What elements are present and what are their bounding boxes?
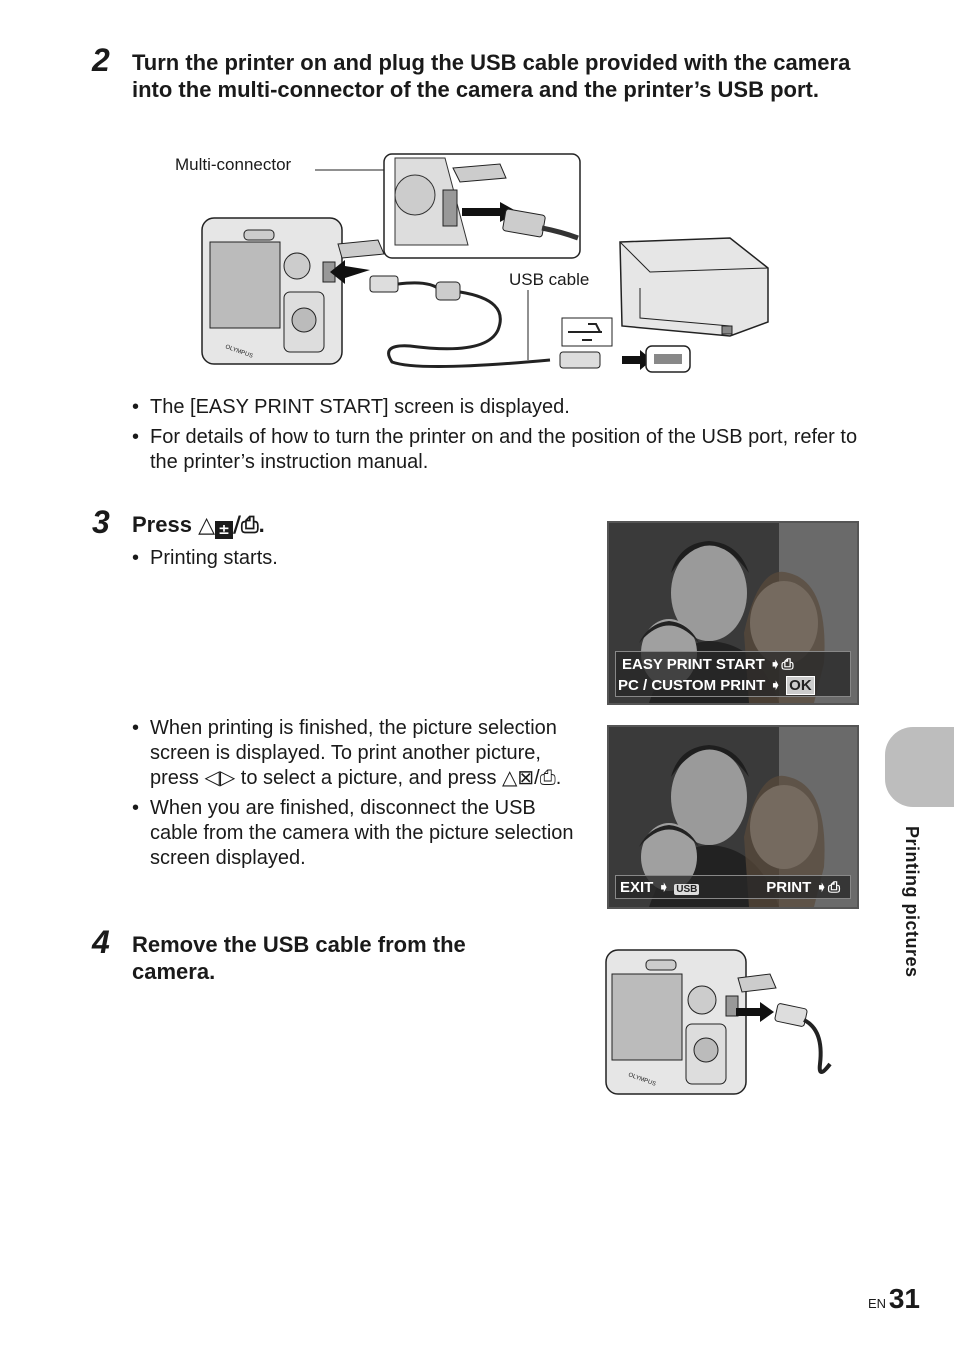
page-number: 31 <box>888 1283 920 1314</box>
exit-label: EXIT <box>620 879 654 896</box>
svg-text:OLYMPUS: OLYMPUS <box>627 1072 657 1088</box>
step-3-number: 3 <box>92 504 110 540</box>
print-label: PRINT <box>766 879 812 896</box>
pc-custom-print-label: PC / CUSTOM PRINT <box>618 677 766 694</box>
arrow-icon: ➧⎙ <box>768 655 794 673</box>
multi-connector-label: Multi-connector <box>175 155 292 174</box>
list-item: • For details of how to turn the printer on and the position of the USB port, refer to the printer’s instruction manual. <box>132 425 872 475</box>
list-item: • Printing starts. <box>132 546 572 571</box>
list-item: • When you are finished, disconnect the USB cable from the camera with the picture selection screen displayed. <box>132 796 582 871</box>
svg-text:OLYMPUS: OLYMPUS <box>224 344 254 360</box>
step-3-heading-prefix: Press <box>132 512 199 537</box>
selection-overlay <box>615 875 851 899</box>
section-tab <box>885 727 954 807</box>
arrow-icon: ➧ <box>657 878 671 896</box>
arrow-icon: ➧ <box>769 676 782 694</box>
print-button-icon: △ ± /⎙ <box>198 513 259 538</box>
step-3-finish-notes <box>132 716 582 876</box>
arrow-icon: ➧⎙ <box>815 878 840 896</box>
step-2-heading: Turn the printer on and plug the USB cable provided with the camera into the multi-connector of the camera and the printer’s USB port. <box>132 50 851 102</box>
usb-cable-label: USB cable <box>509 270 590 289</box>
step-3-heading <box>132 511 265 539</box>
usb-icon: USB <box>676 884 698 895</box>
easy-print-screen <box>607 521 859 705</box>
easy-print-start-label: EASY PRINT START <box>622 656 765 673</box>
step-2-number: 2 <box>92 42 110 78</box>
language-label: EN <box>868 1296 887 1311</box>
list-item: • When printing is finished, the picture selection screen is displayed. To print another picture, press ◁▷ to select a picture, and press △⊠/⎙. <box>132 716 582 791</box>
list-item: • The [EASY PRINT START] screen is displayed. <box>132 395 872 420</box>
step-4-heading: Remove the USB cable from the camera. <box>132 932 466 984</box>
step-3-start-note <box>132 546 572 576</box>
easy-print-overlay <box>615 651 851 697</box>
step-4-number: 4 <box>92 924 110 960</box>
picture-selection-screen <box>607 725 859 909</box>
section-label: Printing pictures <box>902 826 922 978</box>
remove-usb-illustration <box>600 944 840 1100</box>
usb-connection-illustration <box>170 150 780 382</box>
step-3-heading-suffix: . <box>258 512 265 537</box>
step-2-notes <box>132 395 872 480</box>
ok-button-icon: OK <box>786 676 815 695</box>
